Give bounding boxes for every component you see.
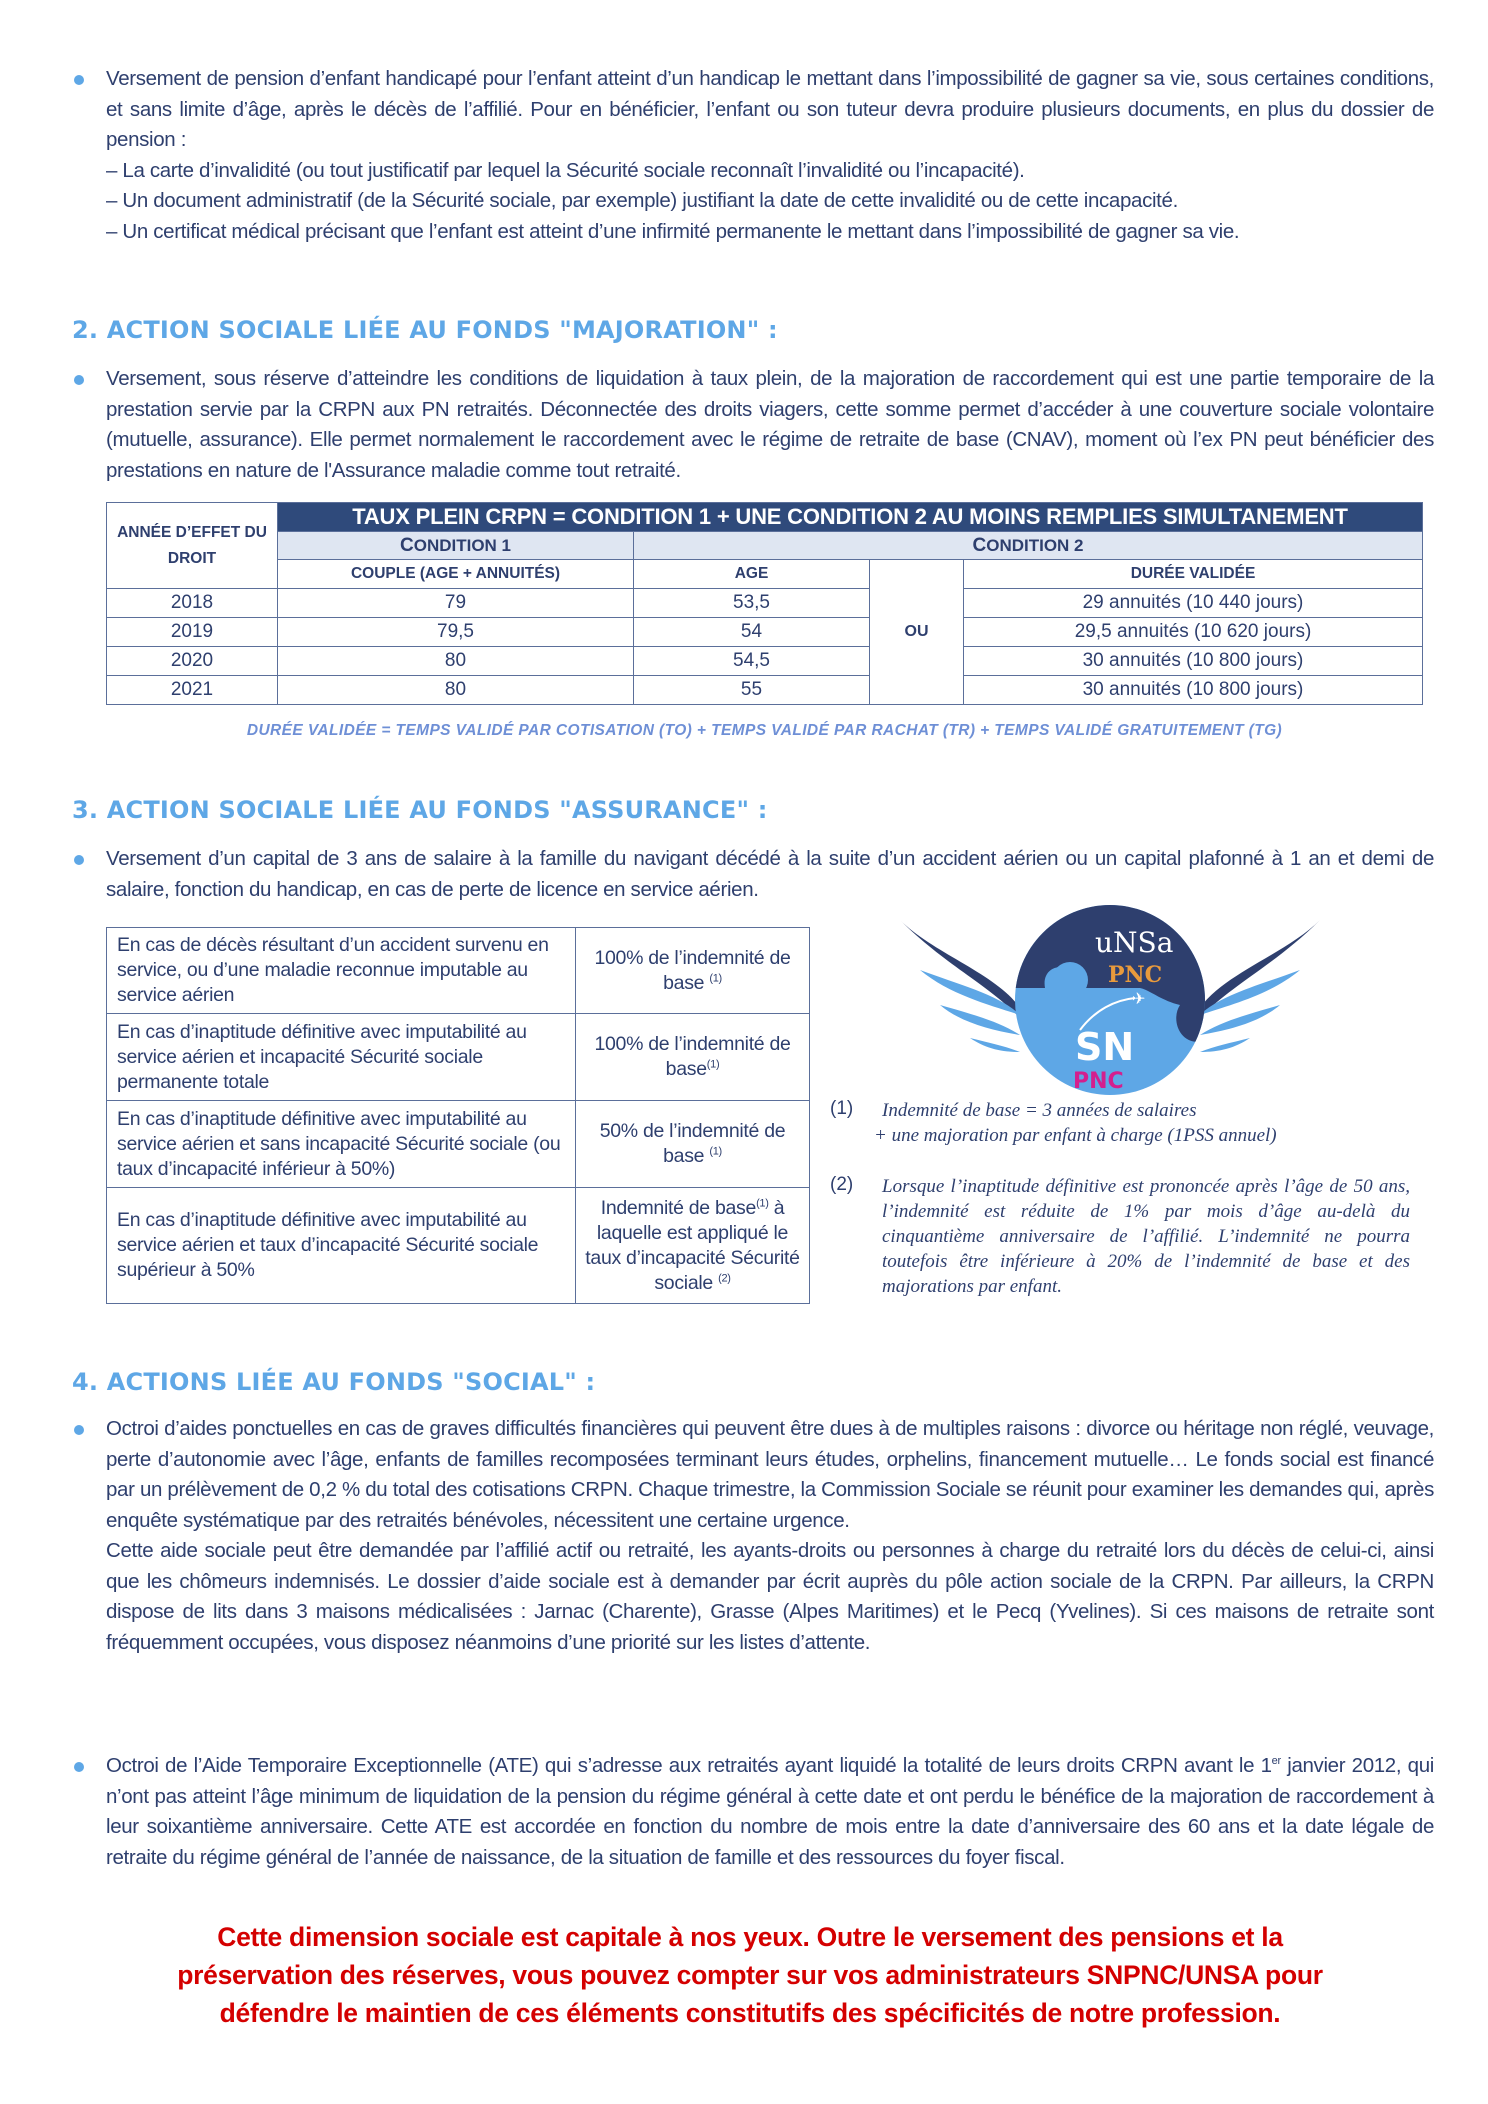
amount-cell: 100% de l’indemnité de base$^{(1)}$ — [576, 1014, 810, 1101]
unsa-snpnc-logo — [880, 900, 1340, 1100]
bullet-text: Cette aide sociale peut être demandée par l’affilié actif ou retraité, les ayants-droits ou personnes à charge du retraité lors du décès de celui-ci, ainsi que les chômeurs indemnisés. Le dossier d’aide sociale est à demander par écrit auprès du pôle action sociale de la CRPN. Par ailleurs, la CRPN dispose de lits dans 3 maisons médicalisées : Jarnac (Charente), Grasse (Alpes Maritimes) et le Pecq (Yvelines). Si ces maisons de retraite sont fréquemment occupées, vous disposez néanmoins d’une priorité sur les listes d’attente. — [106, 1539, 1434, 1654]
bullet-dot-icon — [74, 375, 84, 385]
case-cell: En cas d’inaptitude définitive avec imputabilité au service aérien et incapacité Sécurité sociale permanente totale — [107, 1014, 576, 1101]
bullet-text: Versement d’un capital de 3 ans de salaire à la famille du navigant décédé à la suite d’un accident aérien ou un capital plafonné à 1 an et demi de salaire, fonction du handicap, en cas de perte de licence en service aérien. — [106, 847, 1434, 901]
bullet-text: Versement, sous réserve d’atteindre les conditions de liquidation à taux plein, de la majoration de raccordement qui est une partie temporaire de la prestation servie par la CRPN aux PN retraités. Déconnectée des droits viagers, cette somme permet d’accéder à une couverture sociale volontaire (mutuelle, assurance). Elle permet normalement le raccordement avec le régime de retraite de base (CNAV), moment où l’ex PN peut bénéficier des prestations en nature de l'Assurance maladie comme tout retraité. — [106, 367, 1434, 482]
duree-cell: 29,5 annuités (10 620 jours) — [964, 618, 1423, 647]
case-cell: En cas d’inaptitude définitive avec imputabilité au service aérien et sans incapacité Sécurité sociale (ou taux d’incapacité inférieur à 50%) — [107, 1101, 576, 1188]
closing-statement — [100, 1918, 1400, 2032]
bullet-text: Octroi d’aides ponctuelles en cas de graves difficultés financières qui peuvent être dues à de multiples raisons : divorce ou héritage non réglé, veuvage, perte d’autonomie avec l’âge, enfants de familles recomposées terminant leurs études, orphelins, financement mutuelle… Le fonds social est financé par un prélèvement de 0,2 % du total des cotisations CRPN. Chaque trimestre, la Commission Sociale se réunit pour examiner les demandes qui, après enquête systématique par des retraités bénévoles, nécessitent une certaine urgence. — [106, 1417, 1434, 1532]
condition1-header: CONDITION 1 — [278, 532, 634, 560]
age-cell: 53,5 — [634, 589, 870, 618]
footnote-number: (2) — [830, 1174, 854, 1195]
bullet-dot-icon — [74, 1762, 84, 1772]
document-item: – Un certificat médical précisant que l’enfant est atteint d’une infirmité permanente le mettant dans l’impossibilité de gagner sa vie. — [106, 219, 1240, 243]
table-row — [107, 1188, 810, 1304]
year-cell: 2018 — [107, 589, 278, 618]
right-wing-icon — [1190, 920, 1320, 1052]
bullet-text: Versement de pension d’enfant handicapé pour l’enfant atteint d’un handicap le mettant dans l’impossibilité de gagner sa vie, sous certaines conditions, et sans limite d’âge, après le décès de l’affilié. Pour en bénéficier, l’enfant ou son tuteur devra produire plusieurs documents, en plus du dossier de pension : — [106, 67, 1434, 151]
footnote-line: + une majoration par enfant à charge (1PSS annuel) — [874, 1125, 1277, 1146]
closing-line: défendre le maintien de ces éléments constitutifs des spécificités de notre profession. — [219, 1998, 1281, 2028]
year-cell: 2019 — [107, 618, 278, 647]
table-row — [107, 618, 1423, 647]
document-item: – Un document administratif (de la Sécurité sociale, par exemple) justifiant la date de cette invalidité ou de cette incapacité. — [106, 189, 1178, 212]
table-row — [107, 589, 1423, 618]
bullet-dot-icon — [74, 1425, 84, 1435]
logo-pnc-text: PNC — [1108, 962, 1163, 988]
bullet-dot-icon — [74, 75, 84, 85]
year-cell: 2020 — [107, 647, 278, 676]
age-cell: 55 — [634, 676, 870, 705]
section-heading-assurance: 3. ACTION SOCIALE LIÉE AU FONDS "ASSURANCE" : — [72, 796, 768, 824]
section-heading-social: 4. ACTIONS LIÉE AU FONDS "SOCIAL" : — [72, 1368, 596, 1396]
age-column-header: AGE — [634, 560, 870, 589]
condition2-header: CONDITION 2 — [634, 532, 1423, 560]
age-cell: 54,5 — [634, 647, 870, 676]
table-row — [107, 1101, 810, 1188]
couple-cell: 80 — [278, 676, 634, 705]
section-heading-majoration: 2. ACTION SOCIALE LIÉE AU FONDS "MAJORATION" : — [72, 316, 778, 344]
duree-cell: 29 annuités (10 440 jours) — [964, 589, 1423, 618]
logo-unsa-text: uNSa — [1095, 926, 1174, 959]
footnote-1 — [830, 1098, 1410, 1148]
taux-plein-table — [106, 502, 1423, 705]
couple-cell: 79 — [278, 589, 634, 618]
closing-line: Cette dimension sociale est capitale à nos yeux. Outre le versement des pensions et la — [217, 1922, 1283, 1952]
couple-cell: 80 — [278, 647, 634, 676]
bullet-dot-icon — [74, 855, 84, 865]
logo-sn-text: SN — [1075, 1025, 1135, 1069]
left-wing-icon — [900, 920, 1030, 1052]
plane-icon: ✈ — [1132, 991, 1146, 1008]
case-cell: En cas de décès résultant d’un accident survenu en service, ou d’une maladie reconnue imputable au service aérien — [107, 928, 576, 1014]
table-row — [107, 647, 1423, 676]
couple-column-header: COUPLE (AGE + ANNUITÉS) — [278, 560, 634, 589]
bullet-text: Octroi de l’Aide Temporaire Exceptionnelle (ATE) qui s’adresse aux retraités ayant liquidé la totalité de leurs droits CRPN avant le 1er janvier 2012, qui n’ont pas atteint l’âge minimum de liquidation de la pension du régime général à cette date et ont perdu le bénéfice de la majoration de raccordement à leur soixantième anniversaire. Cette ATE est accordée en fonction du nombre de mois entre la date d’anniversaire des 60 ans et la date légale de retraite du régime général de l’année de naissance, de la situation de famille et des ressources du foyer fiscal. — [106, 1754, 1434, 1869]
footnote-text: Lorsque l’inaptitude définitive est prononcée après l’âge de 50 ans, l’indemnité est réduite de 1% par mois d’âge au-delà du cinquantième anniversaire de l’affilié. L’indemnité ne pourra toutefois être inférieure à 20% de l’indemnité de base et des majorations par enfant. — [882, 1176, 1410, 1297]
duree-validee-formula: DURÉE VALIDÉE = TEMPS VALIDÉ PAR COTISATION (TO) + TEMPS VALIDÉ PAR RACHAT (TR) + TEMPS VALIDÉ GRATUITEMENT (TG) — [246, 722, 1283, 739]
bullet-majoration — [74, 364, 1434, 486]
amount-cell: 100% de l’indemnité de base $^{(1)}$ — [576, 928, 810, 1014]
case-cell: En cas d’inaptitude définitive avec imputabilité au service aérien et taux d’incapacité Sécurité sociale supérieur à 50% — [107, 1188, 576, 1304]
bullet-ate — [74, 1751, 1434, 1873]
duree-cell: 30 annuités (10 800 jours) — [964, 647, 1423, 676]
age-cell: 54 — [634, 618, 870, 647]
logo-snpnc-text: PNC — [1073, 1069, 1124, 1094]
table-title: TAUX PLEIN CRPN = CONDITION 1 + UNE CONDITION 2 AU MOINS REMPLIES SIMULTANEMENT — [278, 503, 1423, 532]
year-column-header: ANNÉE D’EFFET DU DROIT — [107, 503, 278, 589]
couple-cell: 79,5 — [278, 618, 634, 647]
indemnite-table — [106, 927, 810, 1304]
bullet-aides-ponctuelles — [74, 1414, 1434, 1658]
table-row — [107, 928, 810, 1014]
ou-separator: OU — [870, 560, 964, 705]
year-cell: 2021 — [107, 676, 278, 705]
duree-column-header: DURÉE VALIDÉE — [964, 560, 1423, 589]
table-row — [107, 1014, 810, 1101]
amount-cell: Indemnité de base$^{(1)}$ à laquelle est appliqué le taux d’incapacité Sécurité sociale $^{(2)}$ — [576, 1188, 810, 1304]
bullet-pension-enfant-handicape — [74, 64, 1434, 247]
footnotes — [830, 1098, 1410, 1319]
amount-cell: 50% de l’indemnité de base $^{(1)}$ — [576, 1101, 810, 1188]
duree-cell: 30 annuités (10 800 jours) — [964, 676, 1423, 705]
footnote-line: Indemnité de base = 3 années de salaires — [882, 1100, 1197, 1121]
table-row — [107, 676, 1423, 705]
bullet-assurance — [74, 844, 1434, 905]
document-item: – La carte d’invalidité (ou tout justificatif par lequel la Sécurité sociale reconnaît l’invalidité ou l’incapacité). — [106, 158, 1025, 182]
closing-line: préservation des réserves, vous pouvez compter sur vos administrateurs SNPNC/UNSA pour — [177, 1960, 1323, 1990]
footnote-number: (1) — [830, 1098, 854, 1119]
footnote-2 — [830, 1174, 1410, 1299]
